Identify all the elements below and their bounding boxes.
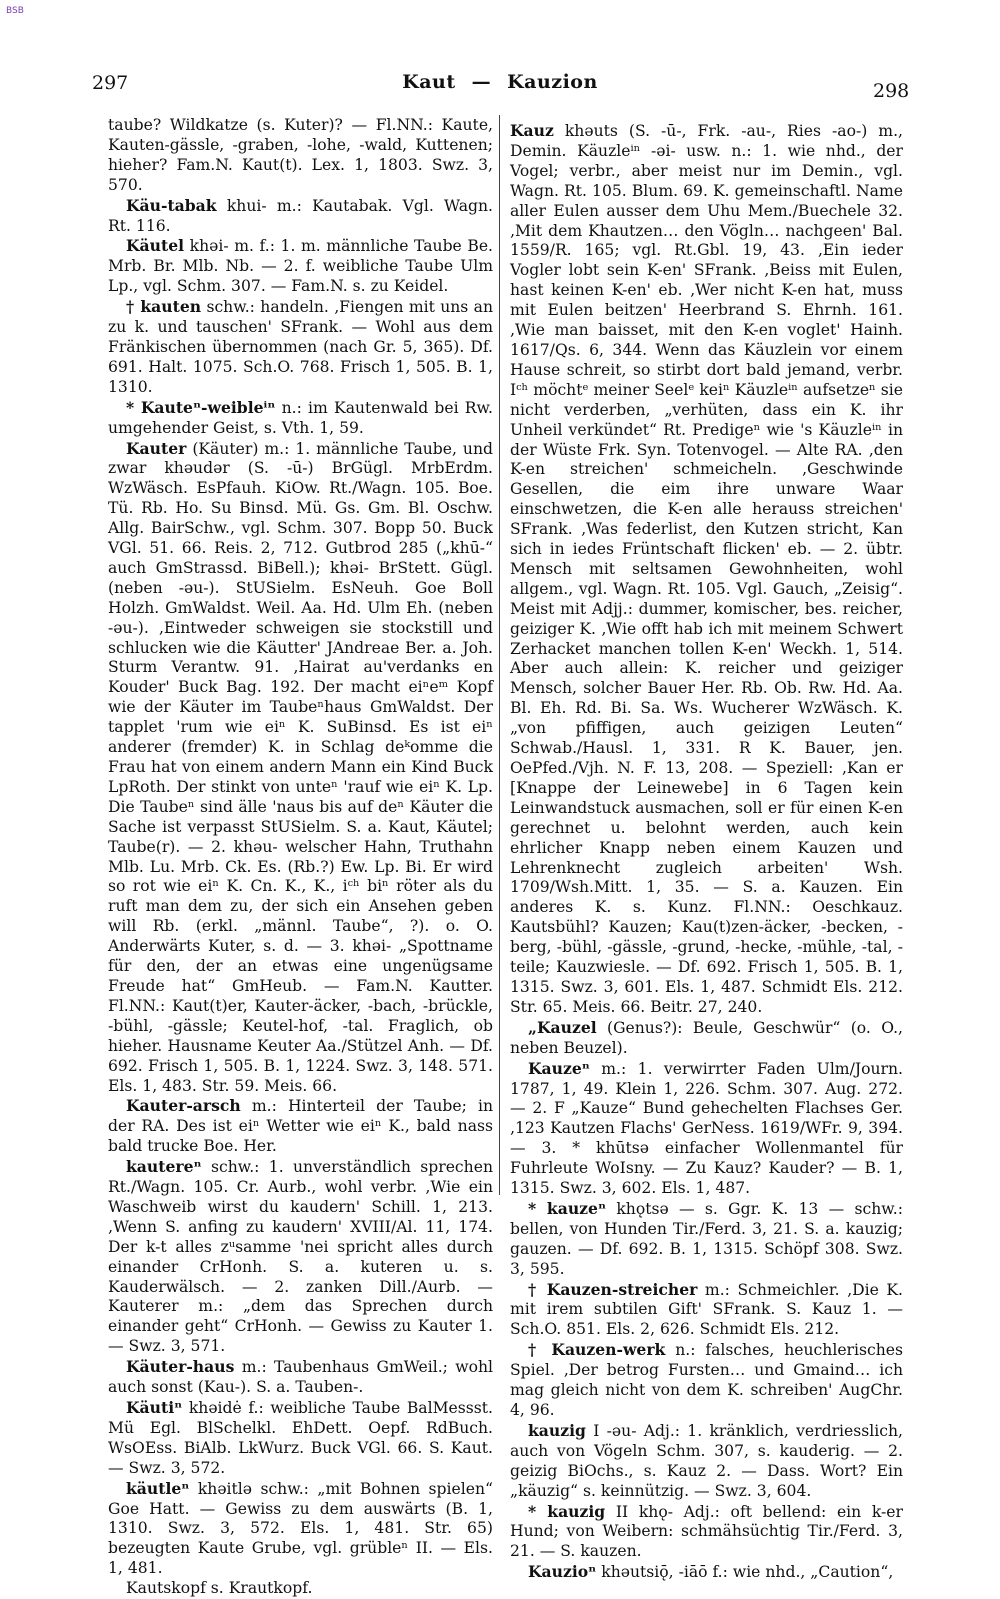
entry-text: Kautskopf s. Krautkopf.: [126, 1579, 313, 1598]
dictionary-entry: [108, 236, 493, 297]
entry-headword: † Kauzen-werk: [528, 1340, 666, 1360]
entry-headword: Kauzeⁿ: [528, 1058, 590, 1078]
entry-text: khəutsiǭ, -iāō f.: wie nhd., „Caution“,: [601, 1563, 894, 1582]
dictionary-entry: [108, 116, 493, 196]
entry-headword: Kauter: [126, 438, 187, 458]
entry-headword: * Kauteⁿ-weibleⁱⁿ: [126, 397, 276, 417]
dictionary-entry: [510, 1502, 903, 1563]
entry-text: taube? Wildkatze (s. Kuter)? — Fl.NN.: Kaute, Kauten-gässle, -graben, -lohe, -wald, Kuttenen; hieher? Fam.N. Kaut(t). Lex. 1, 1803. Swz. 3, 570.: [108, 116, 493, 194]
entry-headword: * kauzig: [528, 1501, 606, 1521]
entry-headword: Käutel: [126, 236, 185, 256]
entry-text: (Käuter) m.: 1. männliche Taube, und zwar khəudər (S. -ū-) BrGügl. MrbErdm. WzWäsch. EsPfauh. KiOw. Rt./Wagn. 105. Boe. Tü. Rb. Ho. Su Binsd. Mü. Gs. Gm. Bl. Oschw. Allg. BairSchw., vgl. Schm. 307. Bopp 50. Buck VGl. 51. 66. Reis. 2, 712. Gutbrod 285 („khū-“ auch GmStrassd. BiBell.); khəi- BrStett. Gügl. (neben -əu-). StUSielm. EsNeuh. Goe Boll Holzh. GmWaldst. Weil. Aa. Hd. Ulm Eh. (neben -əu-). ‚Eintweder schweigen sie stockstill und schlucken wie die Käutter' JAndreae Ber. a. Joh. Sturm Verantw. 91. ‚Hairat au'verdanks en Kouder' Buck Bag. 192. Der macht eiⁿeᵐ Kopf wie der Käuter im Taubeⁿhaus GmWaldst. Der tapplet 'rum wie eiⁿ K. SuBinsd. Es ist eiⁿ anderer (fremder) K. in Schlag deᵏomme die Frau hat von einem andern Mann ein Kind Buck LpRoth. Der stinkt von unteⁿ 'rauf wie eiⁿ K. Lp. Die Taubeⁿ sind älle 'naus bis auf deⁿ Käuter die Sache ist verpasst StUSielm. S. a. Kaut, Käutel; Taube(r). — 2. khəu- welscher Hahn, Truthahn Mlb. Lu. Mrb. Ck. Es. (Rb.?) Ew. Lp. Bi. Er wird so rot wie eiⁿ K. Cn. K., K., iᶜʰ biⁿ röter als du ruft man dem zu, der sich ein Ansehen geben will Rb. (erkl. „männl. Taube“, ?). o. O. Anderwärts Kuter, s. d. — 3. khəi- „Spottname für den, der an etwas eine ungenügsame Freude hat“ GmHeub. — Fam.N. Kautter. Fl.NN.: Kaut(t)er, Kauter-äcker, -bach, -brückle, -bühl, -gässle; Keutel-hof, -tal. Fraglich, ob hieher. Hausname Keuter Aa./Stützel Anh. — Df. 692. Frisch 1, 505. B. 1, 1224. Swz. 3, 148. 571. Els. 1, 483. Str. 59. Meis. 66.: [108, 439, 493, 1095]
right-column: [510, 121, 903, 1583]
dictionary-entry: [108, 1157, 493, 1357]
entry-text: khui- m.: Kautabak. Vgl. Wagn. Rt. 116.: [108, 196, 493, 235]
entry-text: schw.: 1. unverständlich sprechen Rt./Wagn. 105. Cr. Aurb., wohl verbr. ‚Wie ein Waschweib wirst du kaudern' Schill. 1, 213. ‚Wenn S. anfing zu kaudern' XVIII/Al. 11, 174. Der k-t alles zᵘsamme 'nei spricht alles durch einander CrHonh. S. a. kuteren u. s. Kauderwälsch. — 2. zanken Dill./Aurb. — Kauterer m.: „dem das Sprechen durch einander geht“ CrHonh. — Gewiss zu Kauter 1. — Swz. 3, 571.: [108, 1158, 493, 1356]
entry-text: n.: im Kautenwald bei Rw. umgehender Geist, s. Vth. 1, 59.: [108, 398, 493, 437]
entry-text: (Genus?): Beule, Geschwür“ (o. O., neben Beuzel).: [510, 1018, 903, 1057]
entry-headword: Käuter-haus: [126, 1357, 235, 1377]
dictionary-entry: [510, 1018, 903, 1059]
entry-text: schw.: handeln. ‚Fiengen mit uns an zu k. und tauschen' SFrank. — Wohl aus dem Fränkischen übernommen (nach Gr. 5, 365). Df. 691. Halt. 1075. Sch.O. 768. Frisch 1, 505. B. 1, 1310.: [108, 298, 493, 396]
header-right-word: Kauzion: [507, 71, 598, 93]
entry-text: n.: falsches, heuchlerisches Spiel. ‚Der betrog Fursten… und Gmaind… ich mag gleich nicht von dem K. schreiben' AugChr. 4, 96.: [510, 1341, 904, 1419]
dictionary-entry: [510, 1421, 903, 1502]
dictionary-entry: [108, 1398, 493, 1479]
dictionary-entry: [510, 1280, 903, 1341]
entry-text: khəitlə schw.: „mit Bohnen spielen“ Goe Hatt. — Gewiss zu dem auswärts (B. 1, 1310. Swz. 3, 572. Els. 1, 481. Str. 65) bezeugten Kaute Grube, vgl. grübleⁿ II. — Els. 1, 481.: [108, 1479, 493, 1578]
entry-text: I -əu- Adj.: 1. kränklich, verdriesslich, auch von Vögeln Schm. 307, s. kauderig. — 2. geizig BiOchs., s. Kauz 2. — Dass. Wort? Ein „käuzig“ s. keinnützig. — Swz. 3, 604.: [510, 1421, 903, 1500]
entry-headword: käutleⁿ: [126, 1478, 190, 1498]
entry-headword: kautereⁿ: [126, 1157, 202, 1177]
entry-text: khəidė f.: weibliche Taube BalMessst. Mü Egl. BlSchelkl. EhDett. Oepf. RdBuch. WsOEss. BiAlb. LkWurz. Buck VGl. 66. S. Kaut. — Swz. 3, 572.: [108, 1399, 493, 1477]
entry-headword: † Kauzen-streicher: [528, 1279, 698, 1299]
entry-headword: Kauter-arsch: [126, 1096, 241, 1116]
column-divider: [499, 115, 500, 1195]
running-header: [0, 71, 1000, 93]
entry-text: II khǫ- Adj.: oft bellend: ein k-er Hund; von Weibern: schmähsüchtig Tir./Ferd. 3, 21. — S. kauzen.: [510, 1502, 903, 1561]
entry-headword: Käu-tabak: [126, 195, 217, 215]
entry-text: khəuts (S. -ū-, Frk. -au-, Ries -ao-) m., Demin. Käuzleⁱⁿ -əi- usw. n.: 1. wie nhd., der Vogel; verbr., aber meist nur im Demin., vgl. Wagn. Rt. 105. Blum. 69. K. gemeinschaftl. Name aller Eulen ausser dem Uhu Mem./Buechele 32. ‚Mit dem Khautzen… den Vögln… nachgeen' Bal. 1559/R. 165; vgl. Rt.Gbl. 19, 43. ‚Ein ieder Vogler lobt sein K-en' SFrank. ‚Beiss mit Eulen, hast keinen K-en' eb. ‚Wer nicht K-en hat, muss mit Eulen beitzen' Heerbrand S. Ehrnh. 161. ‚Wie man baisset, mit den K-en voglet' Hainh. 1617/Qs. 6, 344. Wenn das Käuzlein vor einem Hause schreit, so stirbt dort bald jemand, verbr. Iᶜʰ möchtᵉ meiner Seelᵉ keiⁿ Käuzleⁱⁿ aufsetzeⁿ sie nicht verderben, „verhüten, dass ein K. ihr Unheil verkündet“ Rt. Predigeⁿ wie 's Käuzleⁱⁿ in der Wüste Frk. Syn. Totenvogel. — Alte RA. ‚den K-en streichen' schmeicheln. ‚Geschwinde Gesellen, die eim ihre unware Waar einschwetzen, die K-en alle herauss streichen' SFrank. ‚Was federlist, den Kutzen stricht, Kan sich in iedes Früntschaft flicken' eb. — 2. übtr. Mensch mit seltsamen Gewohnheiten, wohl allgem., vgl. Wagn. Rt. 105. Vgl. Gauch, „Zeisig“. Meist mit Adjj.: dummer, komischer, bes. reicher, geiziger K. ‚Wie offt hab ich mit meinem Schwert Zerhacket manchen tollen K-en' Weckh. 1, 514. Aber auch allein: K. reicher und geiziger Mensch, solcher Bauer Her. Rb. Ob. Rw. Hd. Aa. Bl. Eh. Rd. Bi. Sa. Ws. Wucherer WzWäsch. K. „von pfiffigen, auch geizigen Leuten“ Schwab./Hausl. 1, 331. R K. Bauer, jen. OePfed./Vjh. N. F. 13, 208. — Speziell: ‚Kan er [Knappe der Leinewebe] in 6 Tagen kein Leinwandstuck ausmachen, soll er für einen K-en gerechnet u. belohnt werden, auch kein ehrlicher Knapp neben einem Kauzen und Lehrenknecht zugleich arbeiten' Wsh. 1709/Wsh.Mitt. 1, 35. — S. a. Kauzen. Ein anderes K. s. Kunz. Fl.NN.: Oeschkauz. Kautsbühl? Kauzen; Kau(t)zen-äcker, -becken, -berg, -bühl, -gässle, -grund, -hecke, -mühle, -tal, -teile; Kauzwiesle. — Df. 692. Frisch 1, 505. B. 1, 1315. Swz. 3, 601. Els. 1, 487. Schmidt Els. 212. Str. 65. Meis. 66. Beitr. 27, 240.: [510, 122, 903, 1016]
entry-headword: Kauzioⁿ: [528, 1562, 597, 1582]
dictionary-entry: [510, 1199, 903, 1280]
entry-headword: * kauzeⁿ: [528, 1198, 607, 1218]
dictionary-entry: [510, 1562, 903, 1583]
entry-headword: „Kauzel: [528, 1017, 597, 1037]
bsb-watermark: BSB: [6, 6, 24, 16]
entry-headword: † kauten: [126, 297, 202, 317]
dictionary-entry: [108, 398, 493, 439]
dictionary-entry: [108, 297, 493, 398]
dictionary-entry: [108, 1579, 493, 1599]
page-number-left: 297: [92, 72, 129, 94]
entry-headword: Käutiⁿ: [126, 1398, 183, 1417]
entry-text: m.: Taubenhaus GmWeil.; wohl auch sonst (Kau-). S. a. Tauben-.: [108, 1358, 493, 1397]
entry-text: khəi- m. f.: 1. m. männliche Taube Be. Mrb. Br. Mlb. Nb. — 2. f. weibliche Taube Ulm Lp., vgl. Schm. 307. — Fam.N. s. zu Keidel.: [108, 237, 494, 296]
entry-text: m.: Hinterteil der Taube; in der RA. Des ist eiⁿ Wetter wie eiⁿ K., bald nass bald trucke Boe. Her.: [108, 1097, 493, 1156]
dictionary-entry: [510, 1059, 903, 1199]
left-column: [108, 116, 493, 1599]
header-separator: —: [471, 71, 492, 93]
dictionary-entry: [108, 439, 493, 1097]
dictionary-entry: [510, 121, 903, 1018]
entry-text: m.: Schmeichler. ‚Die K. mit irem subtilen Gift' SFrank. S. Kauz 1. — Sch.O. 851. Els. 2, 626. Schmidt Els. 212.: [510, 1280, 903, 1339]
dictionary-entry: [108, 1357, 493, 1398]
entry-text: m.: 1. verwirrter Faden Ulm/Journ. 1787, 1, 49. Klein 1, 226. Schm. 307. Aug. 272. — 2. F „Kauze“ Bund gehechelten Flachses Ger. ‚123 Kautzen Flachs' GerNess. 1619/WFr. 9, 394. — 3. * khūtsə einfacher Wollenmantel für Fuhrleute WoIsny. — Zu Kauz? Kauder? — B. 1, 1315. Swz. 3, 602. Els. 1, 487.: [510, 1059, 903, 1198]
dictionary-entry: [108, 196, 493, 237]
dictionary-entry: [108, 1479, 493, 1580]
entry-headword: Kauz: [510, 121, 554, 140]
dictionary-entry: [108, 1096, 493, 1157]
header-left-word: Kaut: [402, 71, 456, 93]
page-number-right: 298: [873, 80, 910, 102]
entry-headword: kauzig: [528, 1420, 586, 1440]
entry-text: khǫtsə — s. Ggr. K. 13 — schw.: bellen, von Hunden Tir./Ferd. 3, 21. S. a. kauzig; gauzen. — Df. 692. B. 1, 1315. Schöpf 308. Swz. 3, 595.: [510, 1199, 903, 1278]
